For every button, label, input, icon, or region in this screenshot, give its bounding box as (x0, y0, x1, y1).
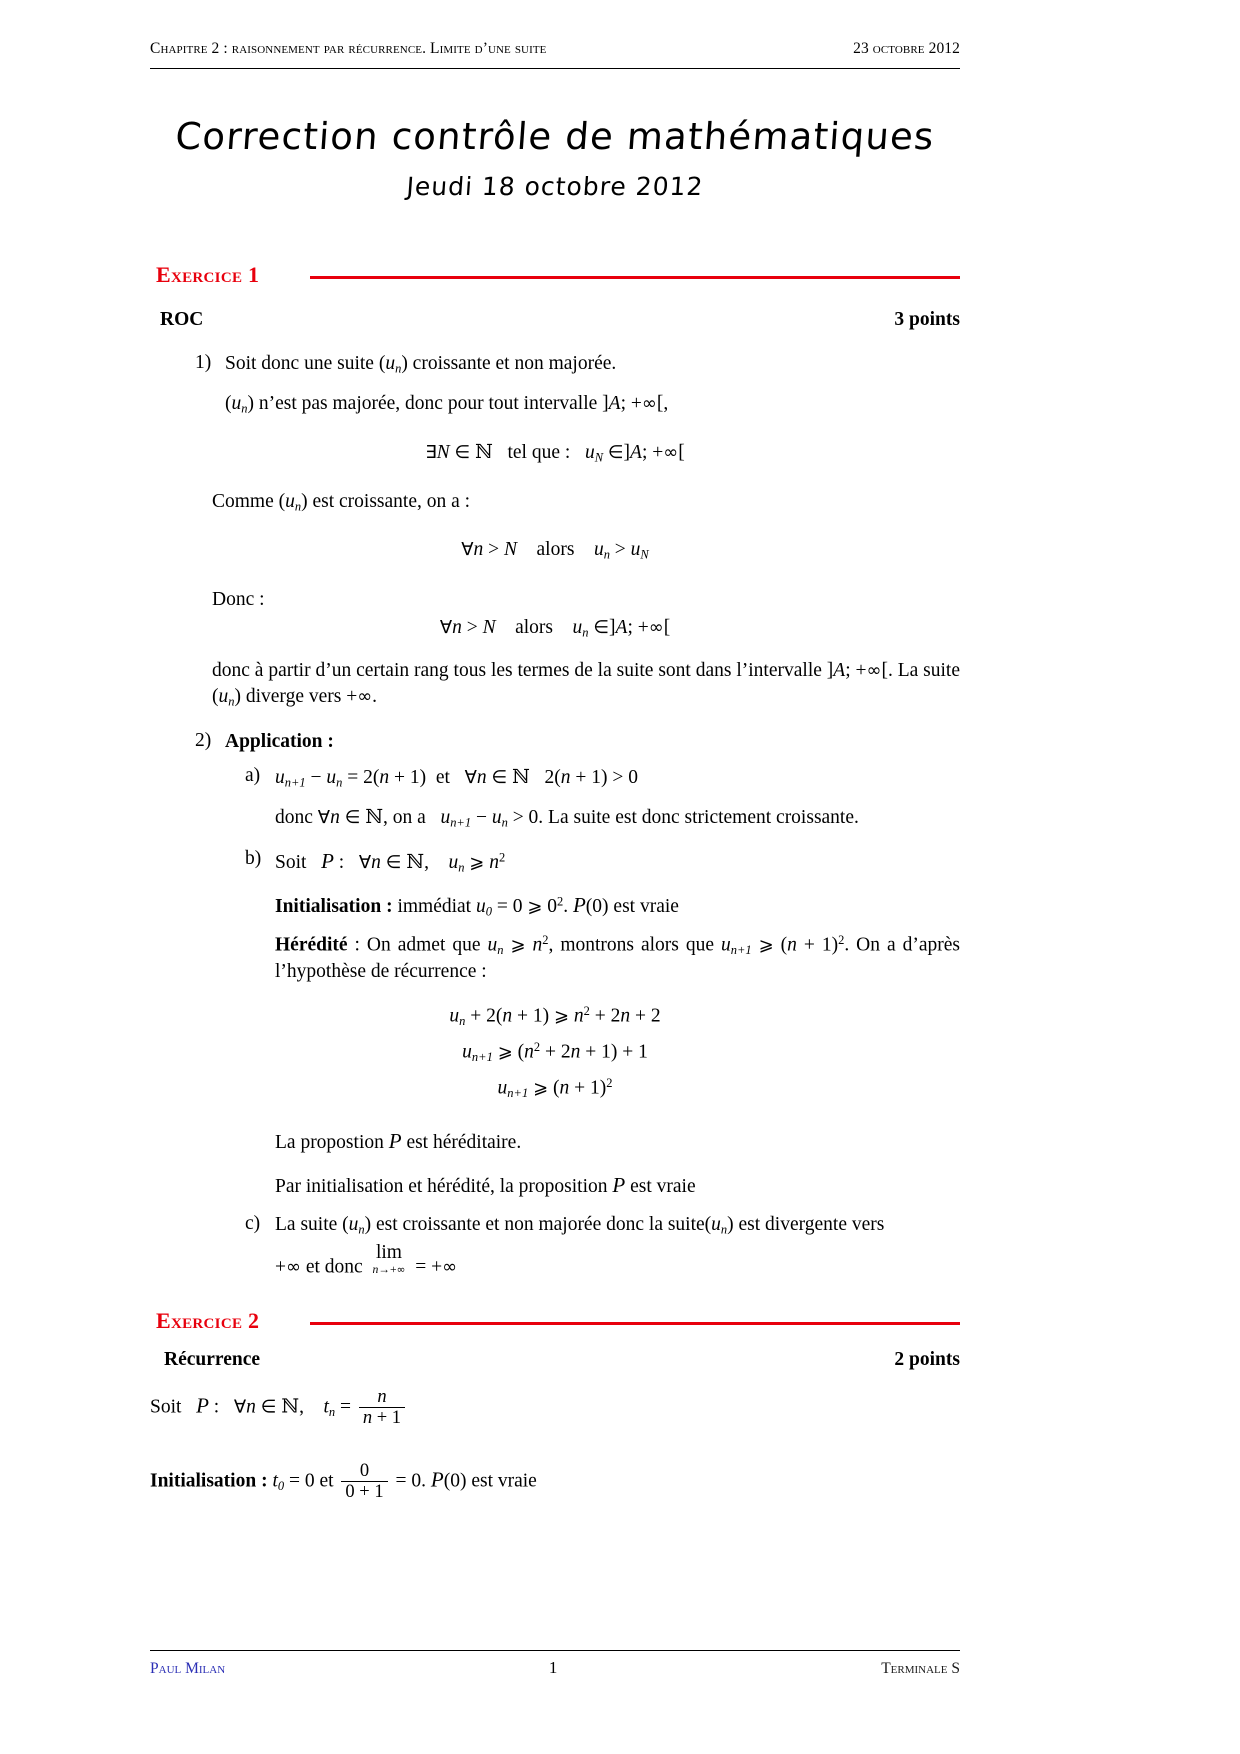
exercice-1-item1-line3: Comme $(u_n)$ est croissante, on a : (212, 491, 471, 514)
exercice-2-initialisation: Initialisation : $t_0 = 0$ et $\frac{0}{0 + 1}$ = 0. P(0) est vraie (150, 1460, 537, 1502)
running-head-date: 23 octobre 2012 (853, 40, 960, 57)
exercice-1-heading (150, 262, 960, 288)
page-footer (150, 1658, 960, 1678)
list-marker-2: 2) (195, 730, 212, 751)
exercice-1-a-line1: $u_{n+1} - u_n = 2(n + 1)$ et ∀n ∈ ℕ 2(n + 1) > 0 (275, 765, 638, 790)
document-title: Correction contrôle de mathématiques (173, 115, 937, 158)
exercice-2-line1: Soit P : ∀n ∈ ℕ, $t_n$ = $\frac{n}{n + 1}$ (150, 1388, 408, 1428)
exercice-2-points: 2 points (894, 1349, 960, 1370)
limit-operator: lim n→+∞ (372, 1242, 406, 1276)
heredite-label: Hérédité (275, 934, 348, 956)
exercice-2-label: Exercice 2 (156, 1308, 260, 1333)
exercice-1-rule (310, 276, 960, 279)
exercice-1-b-heredite: Hérédité : On admet que $u_n$ ⩾ $n^2$, montrons alors que $u_{n+1}$ ⩾ $(n + 1)^2$. On a d’après l’hypothèse de récurrence : (275, 933, 961, 982)
exercice-1-b-line2: La propostion P est héréditaire. (275, 1129, 522, 1153)
exercice-1-display-2: ∀n > N alors $u_n > u_N$ (461, 539, 649, 562)
exercice-1-b-line1: Soit P : ∀n ∈ ℕ, $u_n$ ⩾ $n^2$ (275, 849, 506, 875)
exercice-1-item1-line5: donc à partir d’un certain rang tous les termes de la suite sont dans l’intervalle ]A; +∞[. La suite $(u_n)$ diverge vers +∞. (212, 660, 961, 709)
footer-page-number: 1 (548, 1658, 558, 1677)
footer-author: Paul Milan (150, 1660, 226, 1677)
footer-rule (150, 1650, 960, 1651)
fraction-tn: $\frac{n}{n + 1}$ (359, 1387, 405, 1427)
header-rule (150, 68, 960, 69)
exercice-1-item1-line1: Soit donc une suite $(u_n)$ croissante et non majorée. (225, 353, 617, 376)
exercice-1-c-line1: La suite $(u_n)$ est croissante et non majorée donc la $suite(u_n)$ est divergente vers (275, 1214, 885, 1237)
exercice-1-b-eq3: $u_{n+1}$ ⩾ $(n + 1)^2$ (497, 1076, 613, 1100)
exercice-1-b-line3: Par initialisation et hérédité, la proposition P est vraie (275, 1173, 696, 1197)
exercice-1-label: Exercice 1 (156, 262, 260, 287)
footer-level: Terminale S (881, 1660, 960, 1677)
list-marker-a: a) (245, 765, 261, 786)
exercice-1-a-line2: donc ∀n ∈ ℕ, on a $u_{n+1} - u_n > 0$. La suite est donc strictement croissante. (275, 805, 859, 830)
exercice-1-subtitle: ROC (160, 309, 204, 330)
initialisation-label: Initialisation : (275, 896, 393, 917)
exercice-1-b-eq1: $u_n + 2(n + 1)$ ⩾ $n^2 + 2n + 2$ (449, 1004, 661, 1028)
exercice-1-item1-line2: $(u_n)$ n’est pas majorée, donc pour tout intervalle ]A; +∞[, (225, 393, 669, 416)
exercice-1-display-3: ∀n > N alors $u_n$ ∈]A; +∞[ (439, 617, 671, 640)
exercice-1-item2-title: Application : (225, 731, 334, 752)
exercice-2-rule (310, 1322, 960, 1325)
running-head (150, 40, 960, 58)
document-subtitle: Jeudi 18 octobre 2012 (405, 172, 705, 201)
initialisation-label-2: Initialisation : (150, 1470, 268, 1492)
exercice-1-b-eq2: $u_{n+1}$ ⩾ $(n^2 + 2n + 1) + 1$ (462, 1040, 648, 1064)
exercice-1-points: 3 points (894, 309, 960, 330)
list-marker-c: c) (245, 1213, 261, 1234)
exercice-1-b-initialisation: Initialisation : immédiat $u_0 = 0$ ⩾ $0^2$. P(0) est vraie (275, 893, 679, 919)
document-page (150, 0, 960, 1754)
exercice-1-item1-line4: Donc : (212, 589, 265, 610)
fraction-zero: $\frac{0}{0 + 1}$ (341, 1461, 387, 1501)
running-head-chapter: Chapitre 2 : raisonnement par récurrence. Limite d’une suite (150, 40, 547, 57)
exercice-2-heading (150, 1308, 960, 1334)
list-marker-b: b) (245, 848, 262, 869)
exercice-1-c-line2: +∞ et donc lim n→+∞ = +∞ (275, 1242, 458, 1278)
exercice-1-display-1: ∃N ∈ ℕ tel que : $u_N$ ∈]A; +∞[ (425, 440, 685, 465)
exercice-2-subtitle: Récurrence (164, 1349, 261, 1370)
list-marker-1: 1) (195, 352, 212, 373)
